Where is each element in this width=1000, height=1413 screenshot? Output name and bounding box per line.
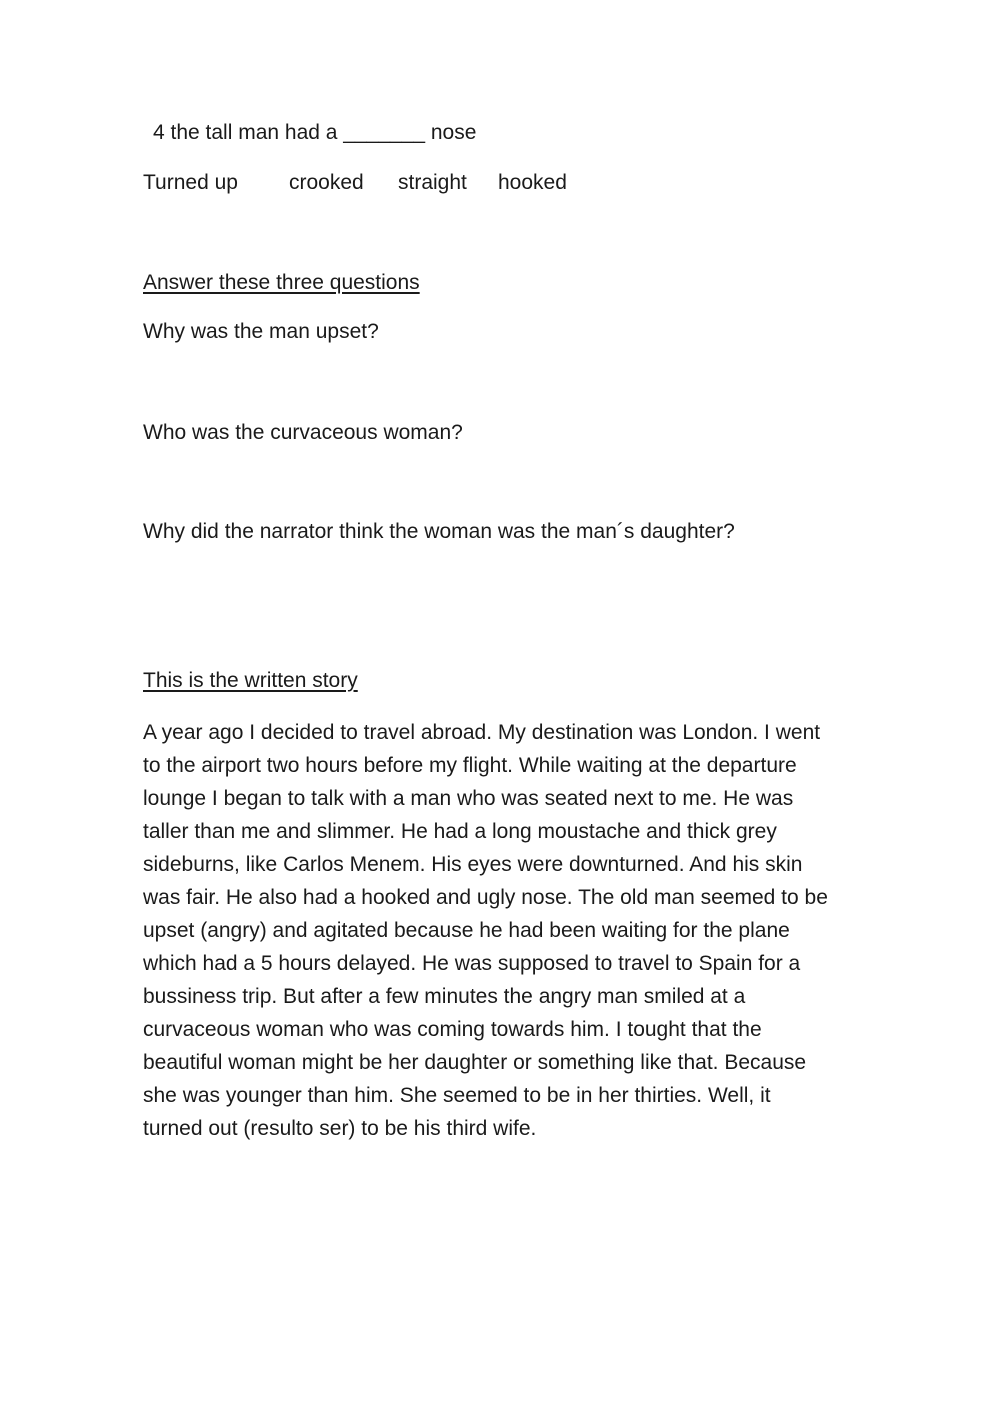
story-heading: This is the written story: [143, 669, 358, 692]
options-row: [143, 169, 643, 197]
question-3: Why did the narrator think the woman was the man´s daughter?: [143, 520, 735, 543]
option-hooked: hooked: [498, 171, 567, 194]
story-line: taller than me and slimmer. He had a long moustache and thick grey: [143, 820, 777, 843]
item-4-prompt: 4 the tall man had a _______ nose: [153, 121, 477, 144]
option-turned-up: Turned up: [143, 171, 238, 194]
story-line: A year ago I decided to travel abroad. My destination was London. I went: [143, 721, 821, 744]
option-straight: straight: [398, 171, 467, 194]
story-line: bussiness trip. But after a few minutes the angry man smiled at a: [143, 985, 746, 1008]
option-crooked: crooked: [289, 171, 364, 194]
story-line: to the airport two hours before my flight. While waiting at the departure: [143, 754, 797, 777]
story-line: was fair. He also had a hooked and ugly nose. The old man seemed to be: [143, 886, 828, 909]
story-line: which had a 5 hours delayed. He was supposed to travel to Spain for a: [143, 952, 801, 975]
story-body: [143, 716, 863, 1145]
story-line: she was younger than him. She seemed to be in her thirties. Well, it: [143, 1084, 771, 1107]
story-line: turned out (resulto ser) to be his third wife.: [143, 1117, 537, 1140]
story-line: beautiful woman might be her daughter or something like that. Because: [143, 1051, 807, 1074]
story-line: upset (angry) and agitated because he had been waiting for the plane: [143, 919, 790, 942]
story-line: lounge I began to talk with a man who was seated next to me. He was: [143, 787, 794, 810]
story-line: sideburns, like Carlos Menem. His eyes were downturned. And his skin: [143, 853, 803, 876]
question-1: Why was the man upset?: [143, 320, 379, 343]
question-2: Who was the curvaceous woman?: [143, 421, 463, 444]
questions-heading: Answer these three questions: [143, 271, 420, 294]
story-line: curvaceous woman who was coming towards him. I tought that the: [143, 1018, 762, 1041]
